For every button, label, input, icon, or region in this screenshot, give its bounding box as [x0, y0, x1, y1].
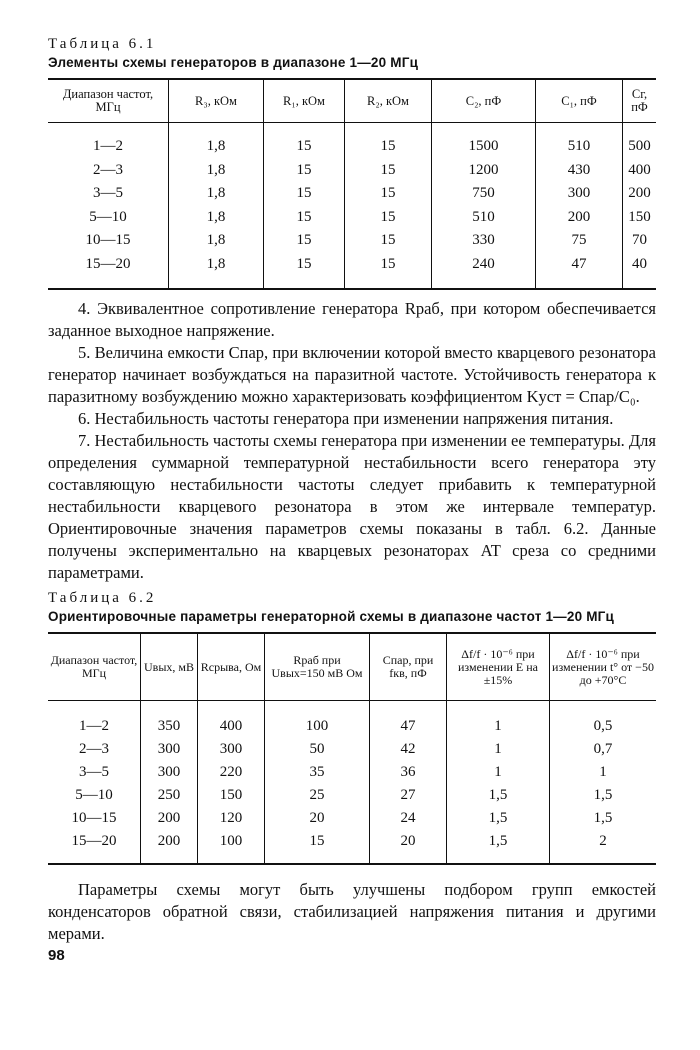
table-row [48, 784, 656, 807]
table-cell: 150 [623, 206, 657, 230]
table-cell: 300 [141, 761, 198, 784]
table-cell: 1500 [432, 135, 536, 159]
paragraph-item-7: 7. Нестабильность частоты схемы генератора при изменении ее температуры. Для определения суммарной температурной нестабильности всего генератора эту составляющую нестабильности частоты следует прибавить к температурной нестабильности кварцевого резонатора в этом же интервале температур. Ориентировочные значения параметров схемы показаны в табл. 6.2. Данные получены экспериментально на кварцевых резонаторах AT среза со средними параметрами. [48, 431, 656, 582]
table-cell: 3—5 [79, 764, 109, 780]
table2-caption: Таблица 6.2 [48, 590, 157, 606]
table2-header: Cпар, при fкв, пФ [370, 633, 447, 701]
table-cell: 1,5 [447, 807, 550, 830]
table-row [48, 206, 656, 230]
table2-title: Ориентировочные параметры генераторной схемы в диапазоне частот 1—20 МГц [48, 609, 615, 624]
table-row [48, 830, 656, 853]
table-cell: 510 [432, 206, 536, 230]
table-cell: 200 [141, 807, 198, 830]
table-cell: 20 [265, 807, 370, 830]
table-cell: 75 [536, 229, 623, 253]
page-number: 98 [48, 947, 65, 964]
table-cell: 150 [198, 784, 265, 807]
table-cell: 220 [198, 761, 265, 784]
table-cell: 430 [536, 159, 623, 183]
table-row [48, 253, 656, 277]
table-cell: 1,8 [169, 229, 264, 253]
table2-header-row [48, 633, 656, 701]
table1-header: C₁, пФ [536, 79, 623, 123]
table-cell: 300 [198, 738, 265, 761]
table1-header: R₁, кОм [264, 79, 345, 123]
table-cell: 1,8 [169, 253, 264, 277]
table-cell: 330 [432, 229, 536, 253]
table-cell: 400 [623, 159, 657, 183]
table-cell: 1—2 [93, 138, 123, 155]
book-page [48, 36, 656, 964]
table-cell: 10—15 [85, 232, 131, 249]
table1-header: Cг, пФ [623, 79, 657, 123]
table-cell: 15 [265, 830, 370, 853]
table-cell: 200 [623, 182, 657, 206]
table-cell: 1,8 [169, 159, 264, 183]
table1-header: R₂, кОм [345, 79, 432, 123]
table-cell: 47 [536, 253, 623, 277]
table1-title: Элементы схемы генераторов в диапазоне 1—20 МГц [48, 55, 419, 70]
table-cell: 200 [536, 206, 623, 230]
table-cell: 15 [345, 135, 432, 159]
table-cell: 15 [264, 135, 345, 159]
table-cell: 70 [623, 229, 657, 253]
table1 [48, 78, 656, 290]
table-cell: 25 [265, 784, 370, 807]
table-cell: 47 [370, 715, 447, 738]
table-cell: 5—10 [75, 787, 113, 803]
table-row [48, 229, 656, 253]
table2-header: Δf/f · 10⁻⁶ при изменении E на ±15% [447, 633, 550, 701]
table-cell: 200 [141, 830, 198, 853]
table-cell: 400 [198, 715, 265, 738]
table-cell: 100 [265, 715, 370, 738]
table-cell: 15—20 [71, 833, 117, 849]
table-cell: 24 [370, 807, 447, 830]
table1-header-row [48, 79, 656, 123]
table-cell: 1,5 [447, 830, 550, 853]
table2-header: Uвых, мВ [141, 633, 198, 701]
table-cell: 15 [345, 229, 432, 253]
table-row [48, 761, 656, 784]
table-cell: 40 [623, 253, 657, 277]
table-cell: 2 [550, 830, 657, 853]
table-cell: 42 [370, 738, 447, 761]
table-cell: 0,7 [550, 738, 657, 761]
paragraph-item-6: 6. Нестабильность частоты генератора при изменении напряжения питания. [78, 409, 614, 428]
table-cell: 36 [370, 761, 447, 784]
table-cell: 1200 [432, 159, 536, 183]
table2-header: Диапазон частот, МГц [48, 633, 141, 701]
table-cell: 10—15 [71, 810, 117, 826]
table-cell: 15 [264, 253, 345, 277]
table-cell: 1,8 [169, 135, 264, 159]
table-row [48, 738, 656, 761]
table-row [48, 159, 656, 183]
table-cell: 250 [141, 784, 198, 807]
table-cell: 15 [345, 253, 432, 277]
table-cell: 35 [265, 761, 370, 784]
table2 [48, 632, 656, 865]
table-cell: 15 [264, 182, 345, 206]
table-row [48, 182, 656, 206]
table-cell: 1,5 [447, 784, 550, 807]
table-cell: 500 [623, 135, 657, 159]
table-cell: 27 [370, 784, 447, 807]
table-cell: 1,8 [169, 182, 264, 206]
table-cell: 15 [264, 206, 345, 230]
table-cell: 2—3 [93, 161, 123, 178]
table-cell: 3—5 [93, 185, 123, 202]
table-cell: 5—10 [89, 208, 127, 225]
table-row [48, 135, 656, 159]
table2-header: Rсрыва, Ом [198, 633, 265, 701]
table-cell: 15 [264, 159, 345, 183]
table-cell: 15 [345, 159, 432, 183]
table-cell: 15—20 [85, 255, 131, 272]
table-cell: 1 [447, 738, 550, 761]
table-row [48, 715, 656, 738]
table-cell: 750 [432, 182, 536, 206]
table-cell: 15 [264, 229, 345, 253]
table-cell: 1,5 [550, 807, 657, 830]
table-cell: 20 [370, 830, 447, 853]
table1-header: Диапазон частот, МГц [48, 79, 169, 123]
table-cell: 15 [345, 206, 432, 230]
table-cell: 350 [141, 715, 198, 738]
closing-paragraph: Параметры схемы могут быть улучшены подбором групп емкостей конденсаторов обратной связи, стабилизацией напряжения питания и другими мерами. [48, 880, 656, 943]
table-row [48, 807, 656, 830]
table-cell: 1 [550, 761, 657, 784]
table1-caption: Таблица 6.1 [48, 36, 157, 52]
table-cell: 50 [265, 738, 370, 761]
table-cell: 1,8 [169, 206, 264, 230]
table-cell: 1—2 [79, 718, 109, 734]
table-cell: 1 [447, 761, 550, 784]
table-cell: 100 [198, 830, 265, 853]
table2-header: Δf/f · 10⁻⁶ при изменении t° от −50 до +70°C [550, 633, 657, 701]
table-cell: 1 [447, 715, 550, 738]
paragraph-item-4: 4. Эквивалентное сопротивление генератора Rраб, при котором обеспечивается заданное выходное напряжение. [48, 299, 656, 340]
table-cell: 15 [345, 182, 432, 206]
table-cell: 1,5 [550, 784, 657, 807]
table-cell: 120 [198, 807, 265, 830]
table-cell: 0,5 [550, 715, 657, 738]
table-cell: 240 [432, 253, 536, 277]
table2-header: Rраб при Uвых=150 мВ Ом [265, 633, 370, 701]
paragraph-item-5: 5. Величина емкости Cпар, при включении которой вместо кварцевого резонатора генератор начинает возбуждаться на паразитной частоте. Устойчивость генератора к паразитному возбуждению можно характеризовать коэффициентом Kуст = Cпар/C₀. [48, 343, 656, 406]
table1-header: R₃, кОм [169, 79, 264, 123]
table-cell: 2—3 [79, 741, 109, 757]
table-cell: 300 [141, 738, 198, 761]
table-cell: 510 [536, 135, 623, 159]
table-cell: 300 [536, 182, 623, 206]
table1-header: C₂, пФ [432, 79, 536, 123]
